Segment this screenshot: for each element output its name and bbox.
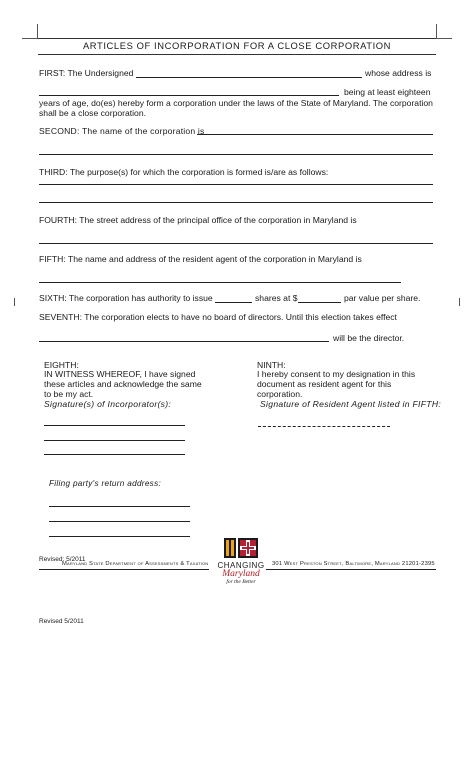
incorporator-name-field[interactable] <box>136 77 362 78</box>
crop-mark-top-right-v <box>436 24 437 38</box>
ninth-line-2: document as resident agent for this <box>257 379 392 389</box>
logo-text-maryland: Maryland <box>222 569 260 579</box>
fourth-label: FOURTH: The street address of the principal office of the corporation in Maryland is <box>39 215 357 225</box>
sixth-label-c: par value per share. <box>344 293 421 303</box>
fifth-label: FIFTH: The name and address of the resident agent of the corporation in Maryland is <box>39 254 362 264</box>
logo-text-changing: CHANGING <box>217 561 265 570</box>
eighth-line-3: to be my act. <box>44 389 94 399</box>
eighth-line-1: IN WITNESS WHEREOF, I have signed <box>44 369 196 379</box>
resident-agent-signature-field[interactable] <box>258 426 390 427</box>
purpose-field-1[interactable] <box>39 184 433 185</box>
second-label: SECOND: The name of the corporation is <box>39 126 205 136</box>
title-rule-bottom <box>38 54 436 55</box>
eighth-heading: EIGHTH: <box>44 360 79 370</box>
sixth-label-b: shares at $ <box>255 293 298 303</box>
ninth-heading: NINTH: <box>257 360 286 370</box>
revised-date: Revised: 5/2011 <box>39 556 86 563</box>
first-line-2: years of age, do(es) hereby form a corporation under the laws of the State of Maryland. The corporation <box>39 98 433 108</box>
incorporator-signature-label: Signature(s) of Incorporator(s): <box>44 399 172 409</box>
first-line-3: shall be a close corporation. <box>39 108 147 118</box>
first-lead: FIRST: The Undersigned <box>39 68 134 78</box>
ninth-line-3: corporation. <box>257 389 303 399</box>
purpose-field-2[interactable] <box>39 202 433 203</box>
par-value-field[interactable] <box>298 302 341 303</box>
shares-count-field[interactable] <box>215 302 252 303</box>
third-label: THIRD: The purpose(s) for which the corporation is formed is/are as follows: <box>39 167 329 177</box>
crop-mark-right-mid <box>459 298 460 306</box>
return-address-field-3[interactable] <box>49 536 190 537</box>
incorporator-signature-field-3[interactable] <box>44 454 185 455</box>
crop-mark-top-left-h <box>22 38 38 39</box>
crop-mark-top-right-h <box>436 38 452 39</box>
crop-mark-left-mid <box>14 298 15 306</box>
resident-agent-field[interactable] <box>39 282 401 283</box>
revised-date-2: Revised 5/2011 <box>39 618 84 625</box>
incorporator-address-field[interactable] <box>39 95 339 96</box>
department-name: Maryland State Department of Assessments & Taxation <box>62 561 209 567</box>
department-address: 301 West Preston Street, Baltimore, Maryland 21201-2395 <box>272 561 435 567</box>
seventh-line-2: will be the director. <box>333 333 405 343</box>
filing-party-label: Filing party's return address: <box>49 479 162 488</box>
director-name-field[interactable] <box>39 341 329 342</box>
eighth-line-2: these articles and acknowledge the same <box>44 379 202 389</box>
sixth-label-a: SIXTH: The corporation has authority to issue <box>39 293 213 303</box>
footer-rule-right <box>266 569 436 570</box>
first-whose-address: whose address is <box>365 68 432 78</box>
crop-mark-top-left-v <box>37 24 38 38</box>
incorporator-signature-field-1[interactable] <box>44 425 185 426</box>
logo-text-for-the-better: for the Better <box>226 579 256 585</box>
incorporator-signature-field-2[interactable] <box>44 440 185 441</box>
changing-maryland-logo <box>216 536 266 598</box>
footer-rule-left <box>39 569 209 570</box>
first-being-eighteen: being at least eighteen <box>344 87 431 97</box>
ninth-line-1: I hereby consent to my designation in this <box>257 369 416 379</box>
return-address-field-2[interactable] <box>49 521 190 522</box>
resident-agent-signature-label: Signature of Resident Agent listed in FIFTH: <box>260 399 442 409</box>
corporation-name-field-2[interactable] <box>39 154 433 155</box>
document-title: ARTICLES OF INCORPORATION FOR A CLOSE CORPORATION <box>82 40 392 51</box>
principal-office-field[interactable] <box>39 243 433 244</box>
corporation-name-field[interactable] <box>197 134 433 135</box>
title-rule-top <box>38 38 436 39</box>
seventh-line-1: SEVENTH: The corporation elects to have no board of directors. Until this election takes effect <box>39 312 397 322</box>
return-address-field-1[interactable] <box>49 506 190 507</box>
maryland-flag-icon <box>216 536 266 562</box>
